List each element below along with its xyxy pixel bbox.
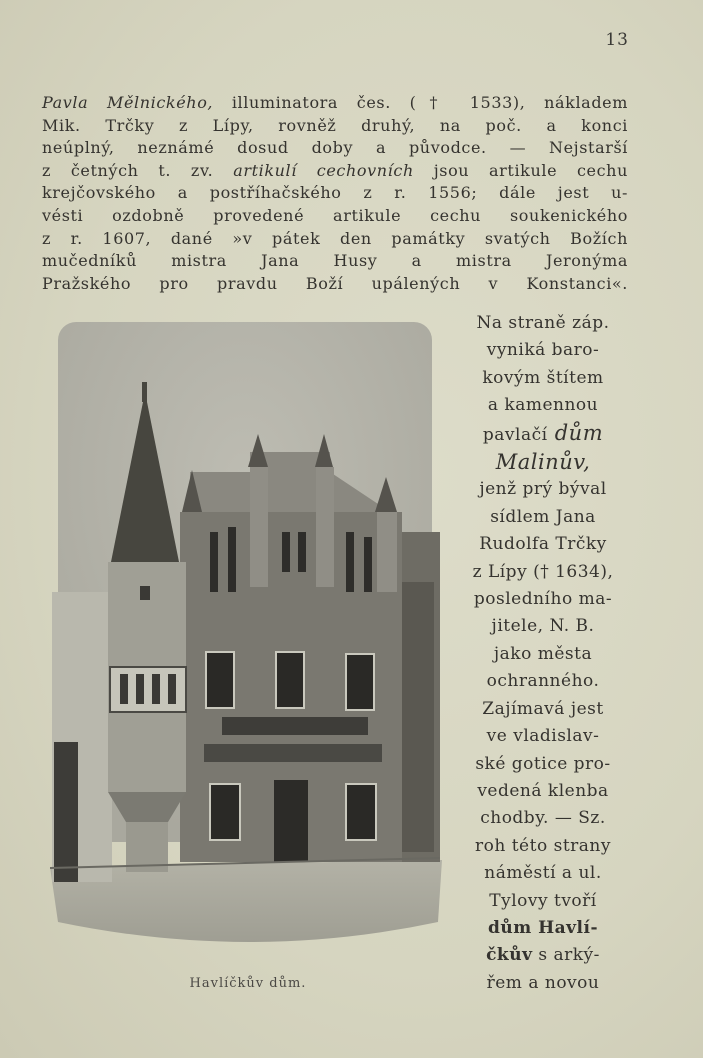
paragraph-line xyxy=(42,228,628,251)
text-run: illuminatora čes. († 1533), nákladem xyxy=(213,93,628,112)
text-run: z r. 1607, dané »v pátek den památky svatých Božích xyxy=(42,228,628,248)
side-column-line: jako města xyxy=(493,643,593,664)
paragraph-line xyxy=(42,160,628,183)
side-column-line: jenž prý býval xyxy=(479,479,607,500)
top-paragraph xyxy=(42,92,628,295)
side-column-line: jitele, N. B. xyxy=(491,616,595,637)
text-run: krejčovského a postříhačského z r. 1556; dále jest u- xyxy=(42,183,628,203)
side-column-line: čkův s arký- xyxy=(486,945,600,966)
side-column-line: Zajímavá jest xyxy=(482,698,604,719)
text-run: jsou artikule cechu xyxy=(413,160,628,180)
text-run: neúplný, neznámé dosud doby a původce. — Nejstarší xyxy=(42,138,628,158)
paragraph-line xyxy=(42,205,628,228)
paragraph-line xyxy=(42,250,628,273)
paragraph-line xyxy=(42,137,628,160)
side-column-line: vyniká baro- xyxy=(486,340,600,361)
side-column-line: ské gotice pro- xyxy=(475,753,611,774)
paragraph-line xyxy=(42,92,628,115)
side-column-line: roh této strany xyxy=(475,835,611,856)
side-column-line: chodby. — Sz. xyxy=(480,808,606,829)
side-column-line: Malinův, xyxy=(495,450,591,475)
side-column-line: kovým štítem xyxy=(482,367,604,388)
side-column-line: dům Havlí- xyxy=(487,917,599,938)
side-column-line: ochranného. xyxy=(486,671,600,692)
text-run: mučedníků mistra Jana Husy a mistra Jeronýma xyxy=(42,251,628,271)
side-column-text xyxy=(458,310,628,997)
side-column-line: náměstí a ul. xyxy=(484,863,602,884)
italic-text: Pavla Mělnického, xyxy=(42,93,214,112)
text-run: vésti ozdobně provedené artikule cechu soukenického xyxy=(42,205,628,225)
paragraph-line xyxy=(42,273,628,296)
side-column-line: a kamennou xyxy=(487,395,599,416)
side-column-line: řem a novou xyxy=(486,972,600,993)
page-number: 13 xyxy=(605,30,629,50)
side-column-line: z Lípy († 1634), xyxy=(472,561,614,582)
text-run: Pražského pro pravdu Boží upálených v Konstanci«. xyxy=(42,273,628,293)
side-column-line: Tylovy tvoří xyxy=(489,890,597,911)
building-illustration xyxy=(50,322,442,950)
side-column-line: Na straně záp. xyxy=(476,313,610,333)
side-column-line: ve vladislav- xyxy=(486,726,600,747)
italic-text: artikulí cechovních xyxy=(233,160,414,180)
text-run: Mik. Trčky z Lípy, rovněž druhý, na poč. a konci xyxy=(42,115,628,135)
side-column-line: sídlem Jana xyxy=(490,506,596,527)
side-column-line: posledního ma- xyxy=(473,589,613,610)
text-run: z četných t. zv. xyxy=(42,160,234,180)
paragraph-line xyxy=(42,115,628,138)
side-column-line: pavlačí dům xyxy=(482,420,604,445)
side-column-line: vedená klenba xyxy=(477,780,609,801)
paragraph-line xyxy=(42,182,628,205)
figure-caption: Havlíčkův dům. xyxy=(189,976,307,991)
side-column-line: Rudolfa Trčky xyxy=(479,534,607,555)
